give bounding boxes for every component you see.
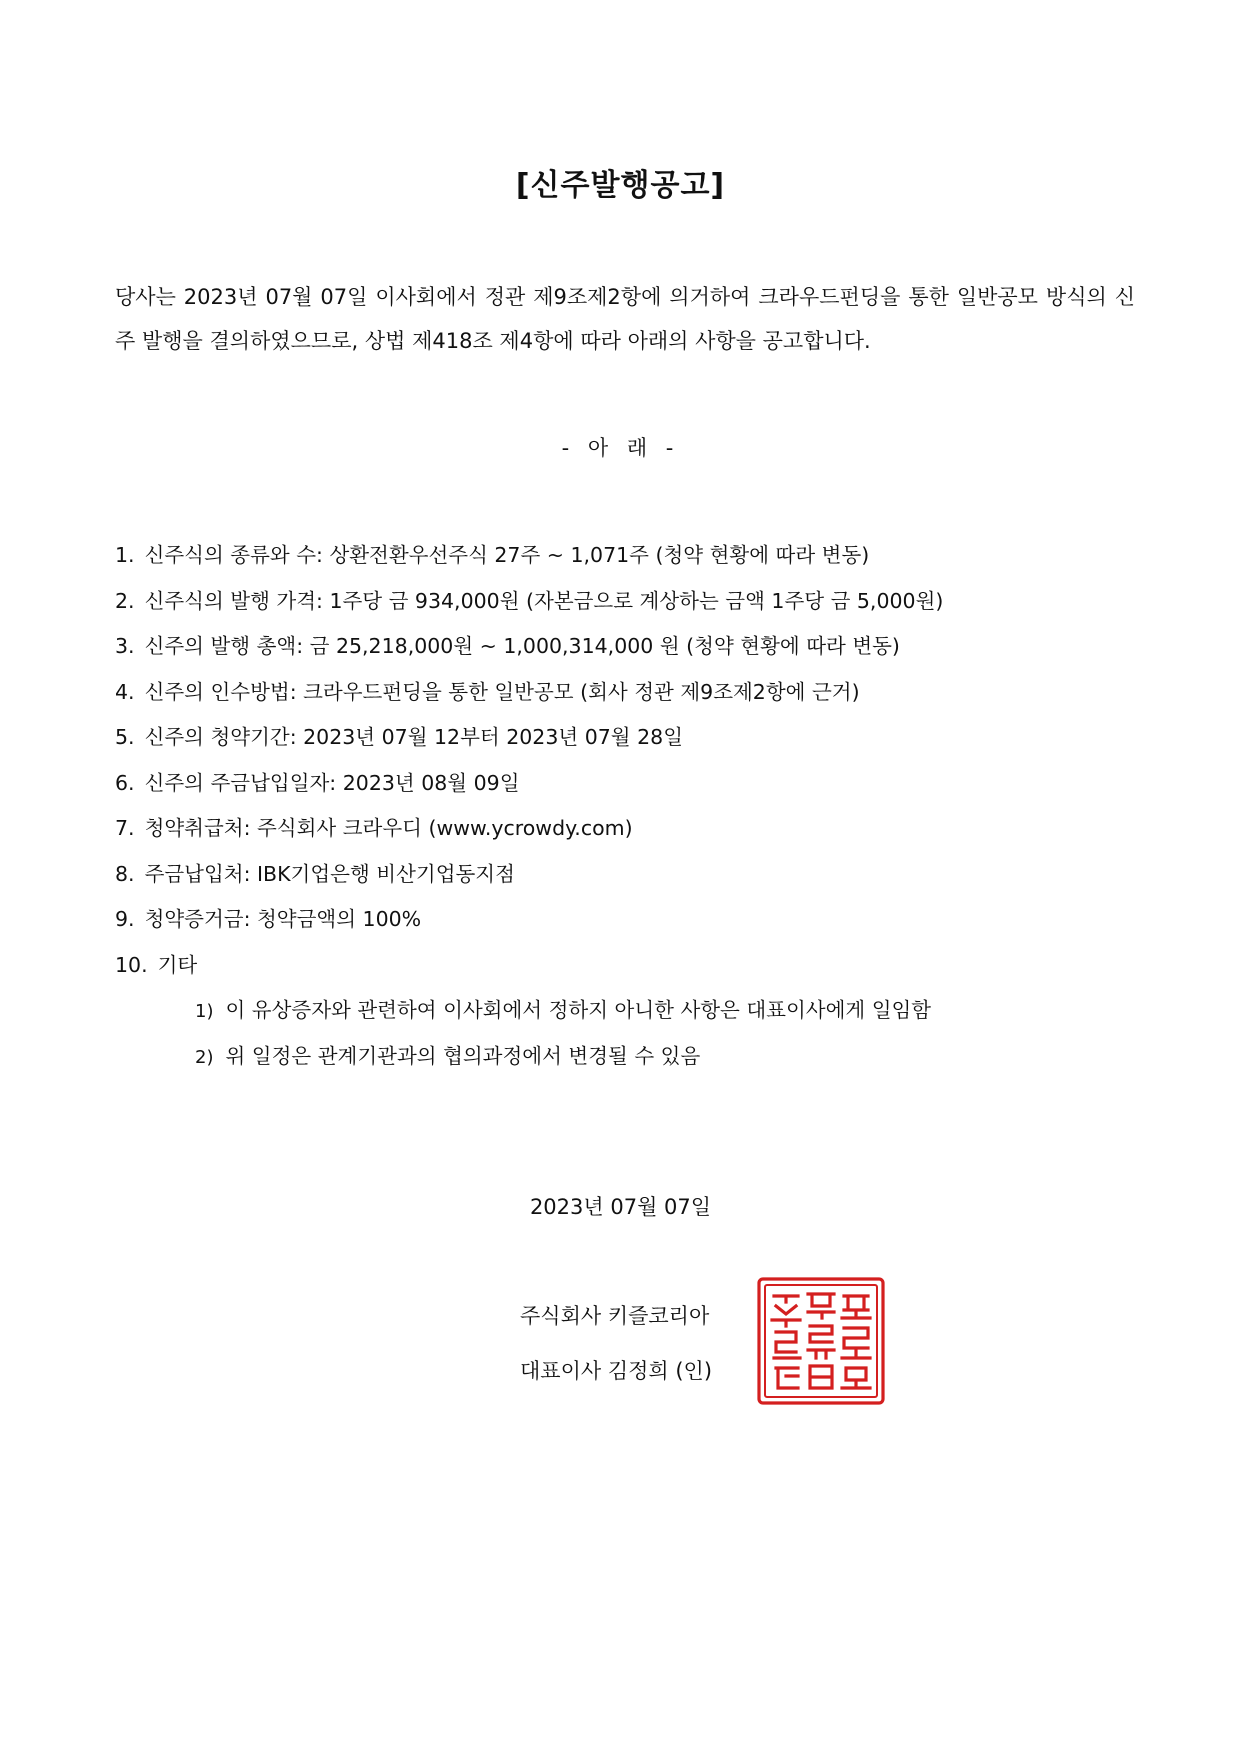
item-text: 청약취급처: 주식회사 크라우디 (www.ycrowdy.com): [144, 816, 633, 840]
intro-paragraph: 당사는 2023년 07월 07일 이사회에서 정관 제9조제2항에 의거하여 크라우드펀딩을 통한 일반공모 방식의 신주 발행을 결의하였으므로, 상법 제418조 제4항에 따라 아래의 사항을 공고합니다.: [115, 285, 1135, 353]
sub-item-text: 이 유상증자와 관련하여 이사회에서 정하지 아니한 사항은 대표이사에게 일임함: [225, 998, 932, 1022]
item-text: 청약증거금: 청약금액의 100%: [144, 907, 422, 931]
company-seal-icon: [756, 1276, 886, 1406]
below-marker: - 아 래 -: [561, 436, 680, 460]
item-text: 신주의 청약기간: 2023년 07월 12부터 2023년 07월 28일: [144, 725, 684, 749]
sub-item-number: 1): [195, 1001, 214, 1022]
item-number: 2.: [115, 588, 135, 613]
notice-item: [115, 897, 1155, 943]
item-number: 5.: [115, 725, 135, 749]
item-number: 3.: [115, 634, 135, 658]
item-number: 9.: [115, 907, 135, 931]
notice-sub-item: [115, 988, 1155, 1034]
notice-item: [115, 624, 1155, 670]
notice-item: [115, 852, 1155, 898]
ceo-signature-line: 대표이사 김정희 (인): [520, 1359, 713, 1383]
notice-item: [115, 533, 1155, 579]
notice-date: 2023년 07월 07일: [529, 1195, 712, 1219]
notice-item: [115, 943, 1155, 989]
item-number: 10.: [115, 952, 148, 977]
notice-items: [115, 533, 1155, 1079]
item-number: 8.: [115, 861, 135, 886]
notice-item: [115, 715, 1155, 761]
notice-item: [115, 806, 1155, 852]
item-text: 신주의 발행 총액: 금 25,218,000원 ~ 1,000,314,000 원 (청약 현황에 따라 변동): [144, 634, 900, 658]
item-text: 신주의 주금납입일자: 2023년 08월 09일: [144, 770, 520, 795]
notice-item: [115, 579, 1155, 625]
item-text: 주금납입처: IBK기업은행 비산기업동지점: [144, 861, 515, 886]
notice-sub-item: [115, 1034, 1155, 1080]
sub-item-number: 2): [195, 1046, 214, 1068]
company-name: 주식회사 키즐코리아: [520, 1304, 710, 1328]
item-text: 기타: [157, 952, 198, 977]
notice-item: [115, 670, 1155, 716]
notice-item: [115, 761, 1155, 807]
item-number: 6.: [115, 770, 135, 795]
sub-item-text: 위 일정은 관계기관과의 협의과정에서 변경될 수 있음: [225, 1043, 701, 1068]
item-text: 신주식의 종류와 수: 상환전환우선주식 27주 ~ 1,071주 (청약 현황에 따라 변동): [144, 543, 870, 567]
item-text: 신주식의 발행 가격: 1주당 금 934,000원 (자본금으로 계상하는 금액 1주당 금 5,000원): [144, 588, 944, 613]
item-number: 4.: [115, 679, 135, 704]
item-number: 1.: [115, 543, 135, 567]
document-title: [신주발행공고]: [515, 168, 726, 203]
item-text: 신주의 인수방법: 크라우드펀딩을 통한 일반공모 (회사 정관 제9조제2항에 근거): [144, 679, 860, 704]
item-number: 7.: [115, 816, 135, 840]
